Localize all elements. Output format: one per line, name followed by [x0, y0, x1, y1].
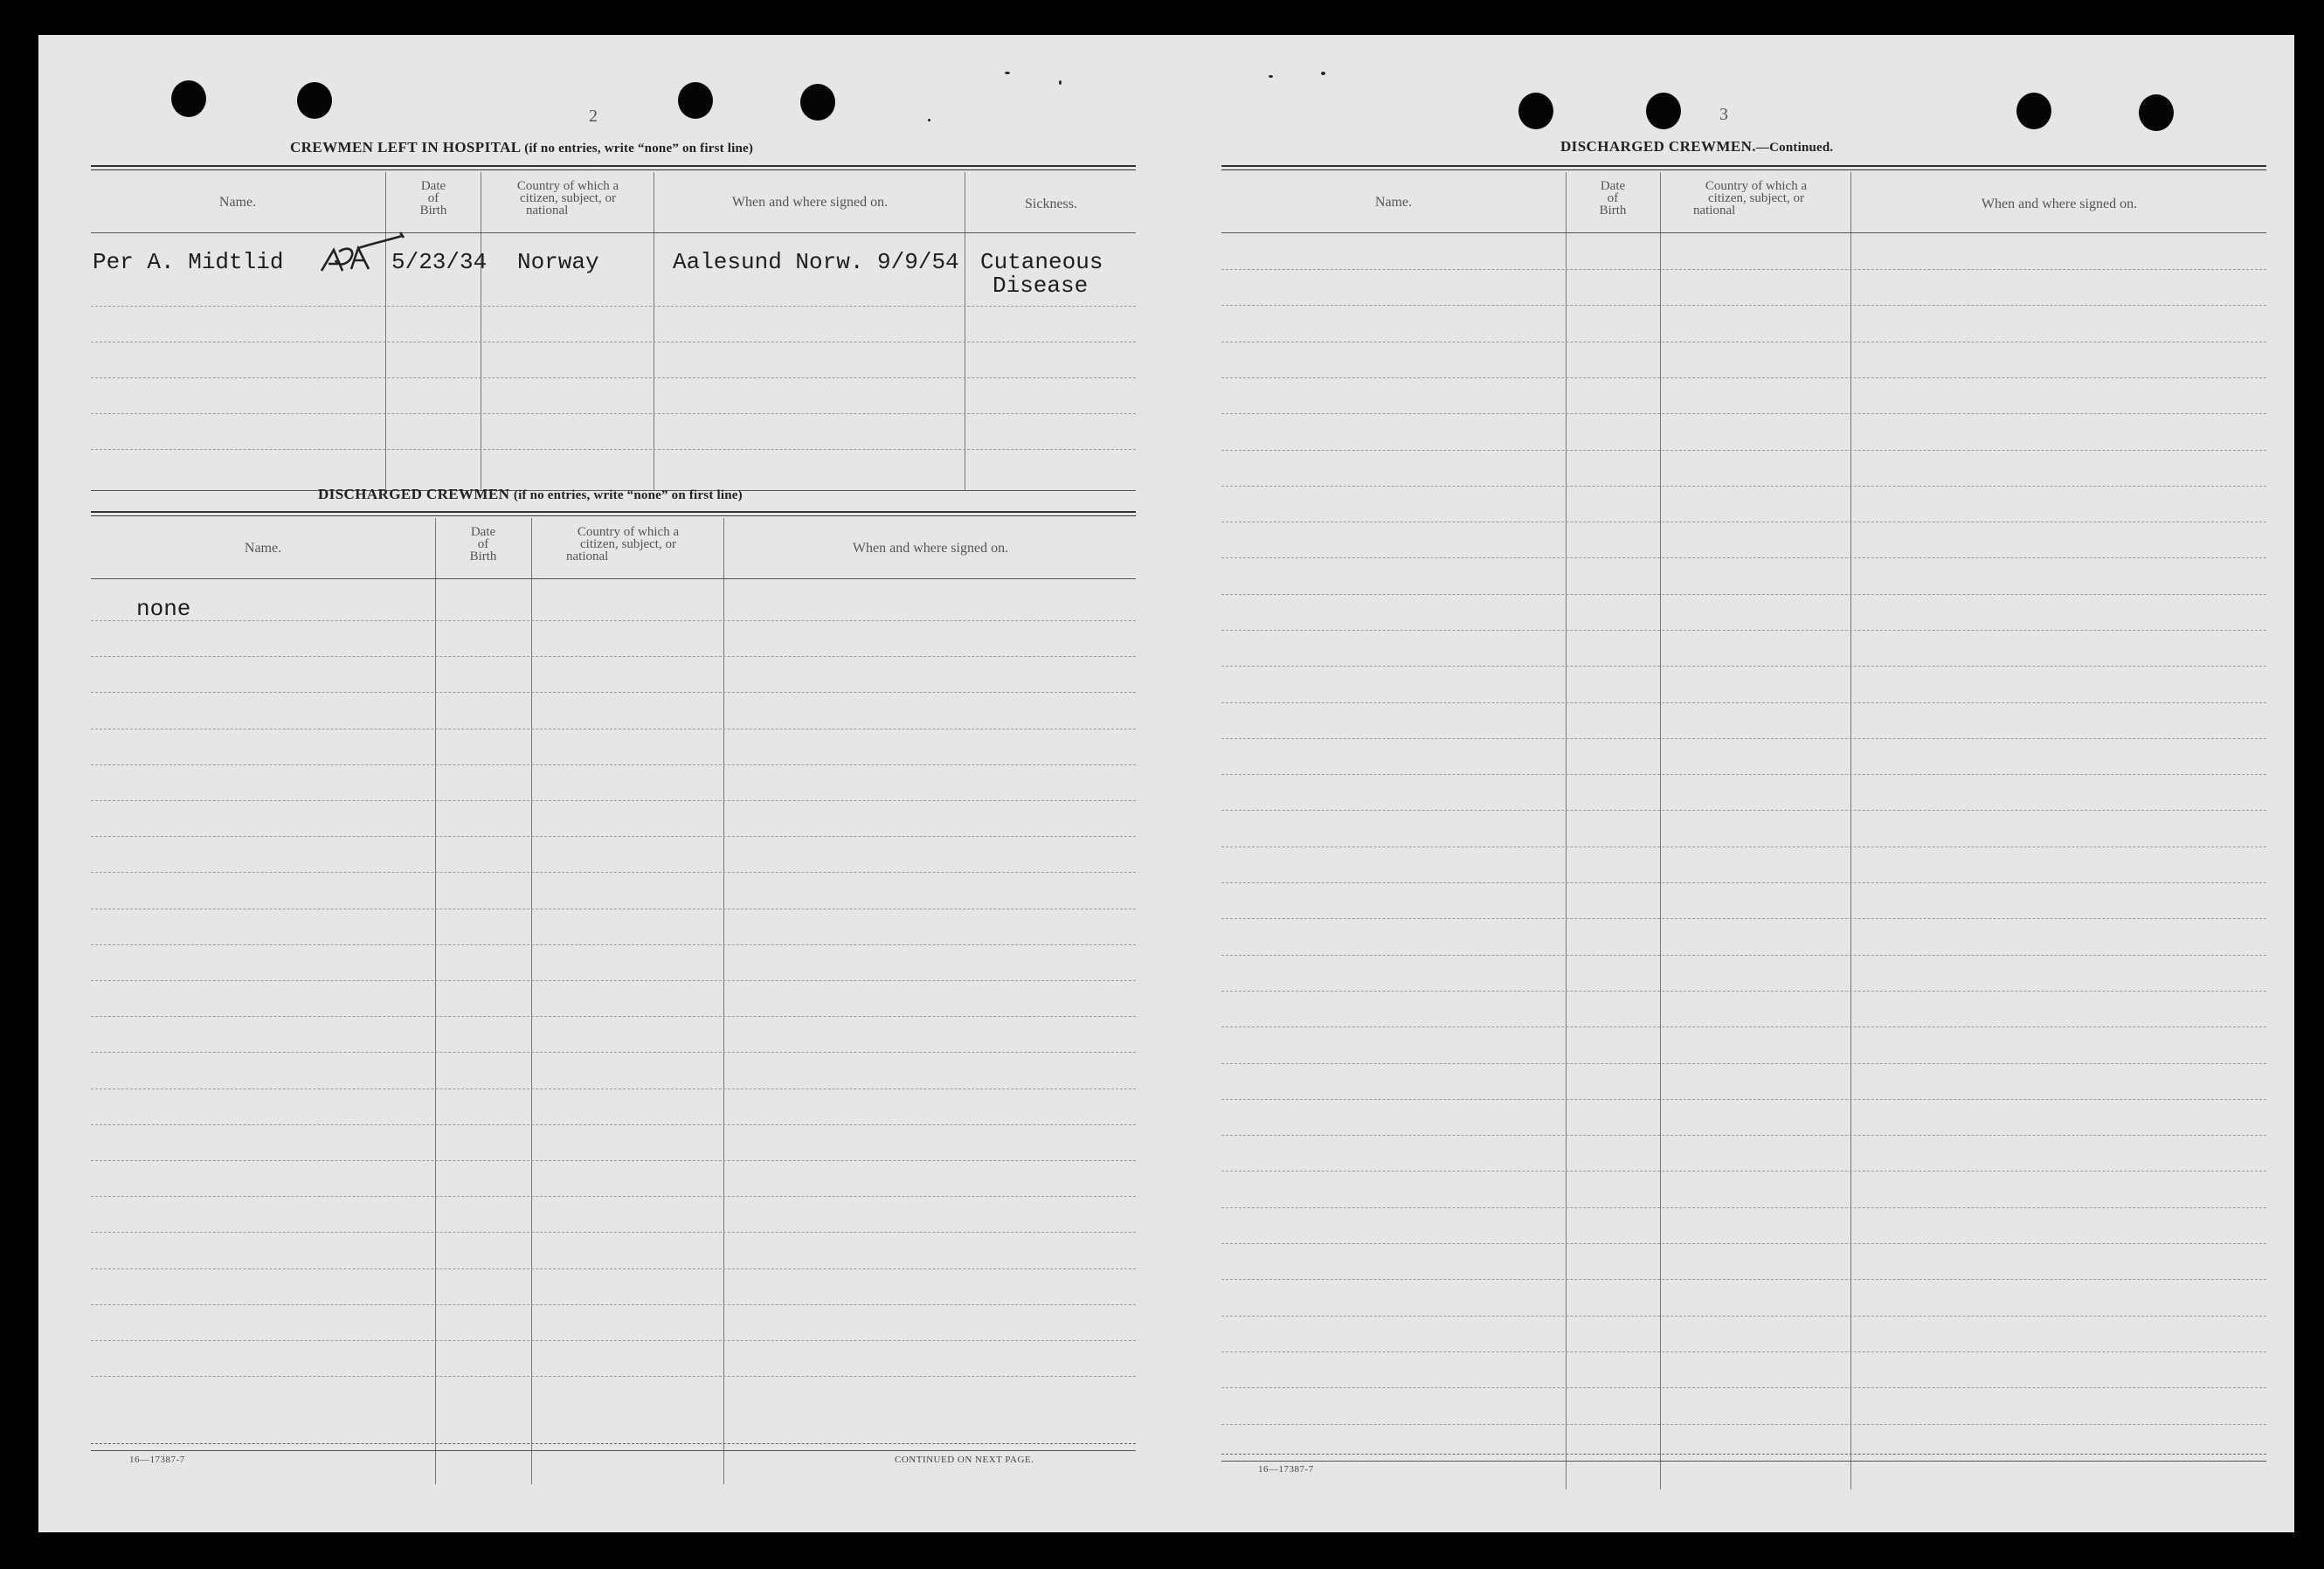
punch-hole — [1518, 93, 1553, 129]
header-date-line: Birth — [419, 204, 447, 218]
page-number: 2 — [589, 107, 598, 126]
punch-hole — [297, 82, 332, 119]
column-divider — [1566, 172, 1567, 1490]
entry-line — [91, 449, 1136, 450]
entry-line — [1221, 1207, 2266, 1208]
discharged-section-title — [318, 486, 743, 503]
header-country-line: citizen, subject, or — [580, 537, 676, 551]
header-name: Name. — [244, 541, 282, 556]
entry-country: Norway — [517, 249, 599, 275]
entry-line — [1221, 1099, 2266, 1100]
entry-line — [91, 620, 1136, 621]
entry-line — [1221, 918, 2266, 919]
entry-line — [91, 944, 1136, 945]
discharged-bottom-rule — [91, 1443, 1136, 1444]
header-sickness: Sickness. — [1025, 197, 1077, 211]
entry-line — [1221, 377, 2266, 378]
header-date-line: of — [1607, 191, 1619, 205]
header-bottom-rule — [1221, 232, 2266, 233]
right-bottom-rule — [1221, 1461, 2266, 1462]
header-country-line: national — [1693, 204, 1736, 218]
entry-line — [1221, 1424, 2266, 1425]
column-divider — [1660, 172, 1661, 1490]
discharged-continued-title — [1560, 138, 1833, 156]
entry-line — [1221, 1316, 2266, 1317]
entry-line — [1221, 557, 2266, 558]
header-country — [482, 180, 654, 217]
punch-hole — [800, 84, 835, 121]
punch-hole — [171, 80, 206, 117]
entry-line — [91, 1232, 1136, 1233]
header-country-line: national — [566, 549, 609, 563]
entry-line — [1221, 774, 2266, 775]
header-country-line: national — [526, 204, 569, 218]
header-date-line: of — [477, 537, 489, 551]
entry-line — [1221, 1171, 2266, 1172]
entry-line — [91, 306, 1136, 307]
hospital-title-text: CREWMEN LEFT IN HOSPITAL — [290, 139, 521, 156]
entry-line — [91, 692, 1136, 693]
header-date-line: Date — [470, 525, 496, 539]
entry-line — [91, 872, 1136, 873]
entry-line — [1221, 882, 2266, 883]
header-date-of-birth — [1567, 180, 1659, 217]
entry-line — [91, 980, 1136, 981]
entry-line — [91, 800, 1136, 801]
entry-line — [91, 1304, 1136, 1305]
entry-line — [91, 1124, 1136, 1125]
entry-line — [1221, 269, 2266, 270]
header-date-line: Birth — [469, 549, 497, 563]
document-sheet — [38, 35, 2294, 1532]
discharged-continued-title-text: DISCHARGED CREWMEN. — [1560, 138, 1756, 155]
entry-line — [1221, 305, 2266, 306]
entry-line — [91, 836, 1136, 837]
speck — [1269, 75, 1273, 78]
entry-line — [91, 413, 1136, 414]
discharged-top-rule — [91, 511, 1136, 516]
header-country-line: Country of which a — [577, 525, 680, 539]
entry-line — [1221, 594, 2266, 595]
entry-line — [91, 1016, 1136, 1017]
entry-line — [91, 656, 1136, 657]
speck — [928, 119, 930, 121]
entry-name: Per A. Midtlid — [93, 249, 284, 275]
entry-line — [91, 764, 1136, 765]
form-number: 16—17387-7 — [129, 1455, 185, 1465]
punch-hole — [678, 82, 713, 119]
entry-line — [1221, 702, 2266, 703]
hospital-section-title — [290, 139, 753, 156]
entry-line — [1221, 413, 2266, 414]
entry-line — [91, 1376, 1136, 1377]
entry-line — [1221, 955, 2266, 956]
column-divider — [385, 172, 386, 490]
header-date-line: Date — [420, 179, 446, 193]
entry-line — [1221, 450, 2266, 451]
speck — [1321, 72, 1325, 75]
header-date-line: of — [427, 191, 439, 205]
header-country-line: citizen, subject, or — [1708, 191, 1804, 205]
header-bottom-rule — [91, 578, 1136, 579]
header-country-line: citizen, subject, or — [520, 191, 616, 205]
punch-hole — [2016, 93, 2051, 129]
header-country-line: Country of which a — [1705, 179, 1808, 193]
hospital-top-rule — [91, 165, 1136, 170]
punch-hole — [2139, 94, 2174, 131]
header-date-of-birth — [436, 526, 530, 563]
entry-signed-on: Aalesund Norw. 9/9/54 — [673, 249, 959, 275]
header-name: Name. — [1374, 195, 1413, 210]
header-signed-on: When and where signed on. — [1981, 197, 2138, 211]
discharged-instruction: (if no entries, write “none” on first line) — [513, 488, 743, 502]
entry-line — [1221, 486, 2266, 487]
hospital-instruction: (if no entries, write “none” on first line) — [524, 142, 754, 156]
entry-line — [1221, 1026, 2266, 1027]
entry-line — [91, 1052, 1136, 1053]
header-date-line: Date — [1600, 179, 1626, 193]
entry-line — [1221, 738, 2266, 739]
entry-line — [91, 1196, 1136, 1197]
speck — [1005, 72, 1010, 74]
header-date-line: Birth — [1599, 204, 1627, 218]
entry-line — [1221, 810, 2266, 811]
header-signed-on: When and where signed on. — [731, 195, 889, 210]
page-number: 3 — [1719, 105, 1728, 124]
entry-line — [91, 1340, 1136, 1341]
header-signed-on: When and where signed on. — [852, 541, 1009, 556]
header-country — [533, 526, 723, 563]
header-name: Name. — [218, 195, 257, 210]
entry-none: none — [136, 596, 191, 622]
discharged-title-text: DISCHARGED CREWMEN — [318, 486, 510, 502]
speck — [1059, 80, 1062, 85]
entry-line — [1221, 1243, 2266, 1244]
right-bottom-rule — [1221, 1454, 2266, 1455]
discharged-bottom-rule — [91, 1450, 1136, 1451]
entry-line — [1221, 666, 2266, 667]
punch-hole — [1646, 93, 1681, 129]
entry-line — [1221, 630, 2266, 631]
entry-sickness-line1: Cutaneous — [980, 249, 1103, 275]
entry-line — [1221, 1063, 2266, 1064]
entry-line — [1221, 1351, 2266, 1352]
entry-line — [1221, 991, 2266, 992]
right-top-rule — [1221, 165, 2266, 170]
entry-sickness-line2: Disease — [993, 273, 1089, 299]
entry-line — [1221, 1387, 2266, 1388]
header-bottom-rule — [91, 232, 1136, 233]
continued-suffix: —Continued. — [1755, 141, 1834, 155]
header-country — [1662, 180, 1850, 217]
header-country-line: Country of which a — [516, 179, 619, 193]
entry-line — [91, 377, 1136, 378]
entry-line — [91, 1160, 1136, 1161]
entry-date-of-birth: 5/23/34 — [391, 249, 488, 275]
form-number: 16—17387-7 — [1258, 1464, 1314, 1475]
header-date-of-birth — [386, 180, 481, 217]
column-divider — [1850, 172, 1851, 1490]
entry-line — [91, 1268, 1136, 1269]
entry-line — [1221, 1135, 2266, 1136]
continued-note: CONTINUED ON NEXT PAGE. — [895, 1455, 1034, 1465]
entry-line — [1221, 1279, 2266, 1280]
